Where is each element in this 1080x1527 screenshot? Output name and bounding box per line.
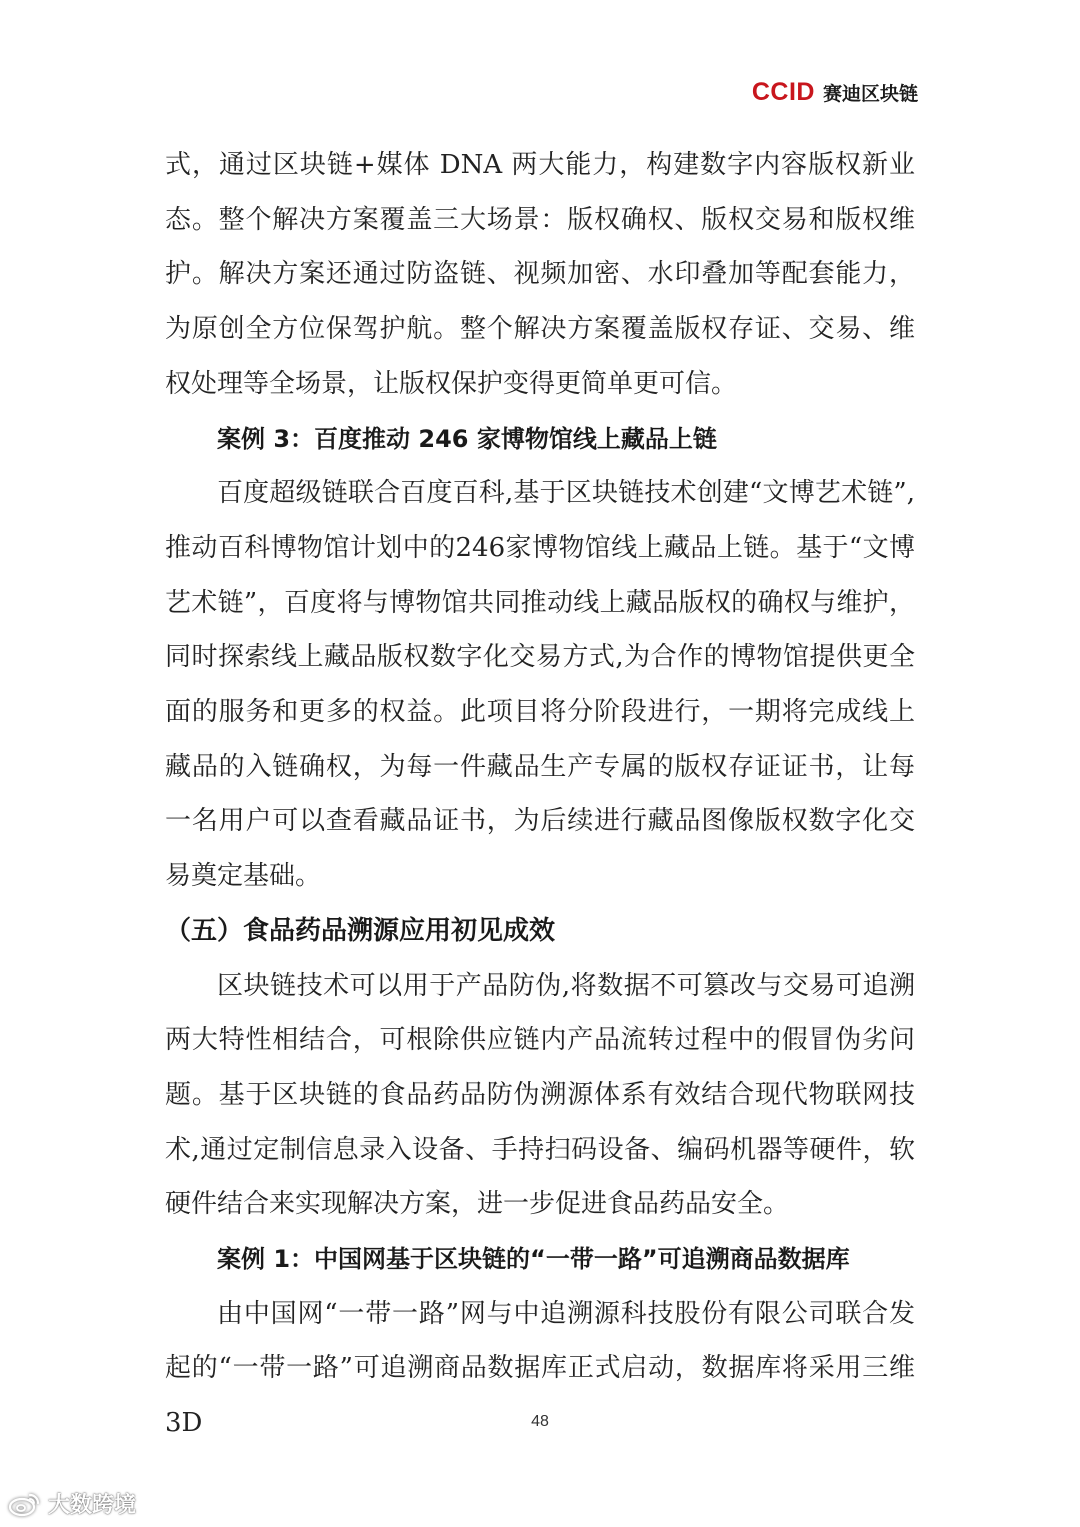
watermark — [8, 1488, 136, 1519]
header-subtitle: 赛迪区块链 — [822, 83, 918, 105]
paragraph-food-drug-tracing: 区块链技术可以用于产品防伪,将数据不可篡改与交易可追溯两大特性相结合，可根除供应链内产品流转过程中的假冒伪劣问题。基于区块链的食品药品防伪溯源体系有效结合现代物联网技术,通过定制信息录入设备、手持扫码设备、编码机器等硬件，软硬件结合来实现解决方案，进一步促进食品药品安全。 — [165, 970, 915, 1220]
document-body — [165, 138, 915, 1451]
page-header — [752, 78, 918, 107]
watermark-text: 大数跨境 — [48, 1493, 137, 1518]
weibo-logo-icon — [8, 1491, 42, 1517]
paragraph-baidu-museums: 百度超级链联合百度百科,基于区块链技术创建“文博艺术链”,推动百科博物馆计划中的246家博物馆线上藏品上链。基于“文博艺术链”，百度将与博物馆共同推动线上藏品版权的确权与维护，同时探索线上藏品版权数字化交易方式,为合作的博物馆提供更全面的服务和更多的权益。此项目将分阶段进行，一期将完成线上藏品的入链确权，为每一件藏品生产专属的版权存证证书，让每一名用户可以查看藏品证书，为后续进行藏品图像版权数字化交易奠定基础。 — [165, 478, 915, 892]
page-number: 48 — [531, 1413, 549, 1430]
ccid-brand-logo: CCID — [751, 78, 815, 106]
section-title-food-drug-tracing: （五）食品药品溯源应用初见成效 — [165, 915, 556, 946]
case-title-baidu-museums: 案例 3：百度推动 246 家博物馆线上藏品上链 — [217, 424, 717, 453]
case-title-china-net-database: 案例 1：中国网基于区块链的“一带一路”可追溯商品数据库 — [217, 1245, 850, 1274]
paragraph-copyright-solution: 式，通过区块链+媒体 DNA 两大能力，构建数字内容版权新业态。整个解决方案覆盖三大场景：版权确权、版权交易和版权维护。解决方案还通过防盗链、视频加密、水印叠加等配套能力，为原创全方位保驾护航。整个解决方案覆盖版权存证、交易、维权处理等全场景，让版权保护变得更简单更可信。 — [165, 150, 915, 399]
paragraph-china-net-database: 由中国网“一带一路”网与中追溯源科技股份有限公司联合发起的“一带一路”可追溯商品数据库正式启动，数据库将采用三维 3D — [165, 1298, 915, 1439]
